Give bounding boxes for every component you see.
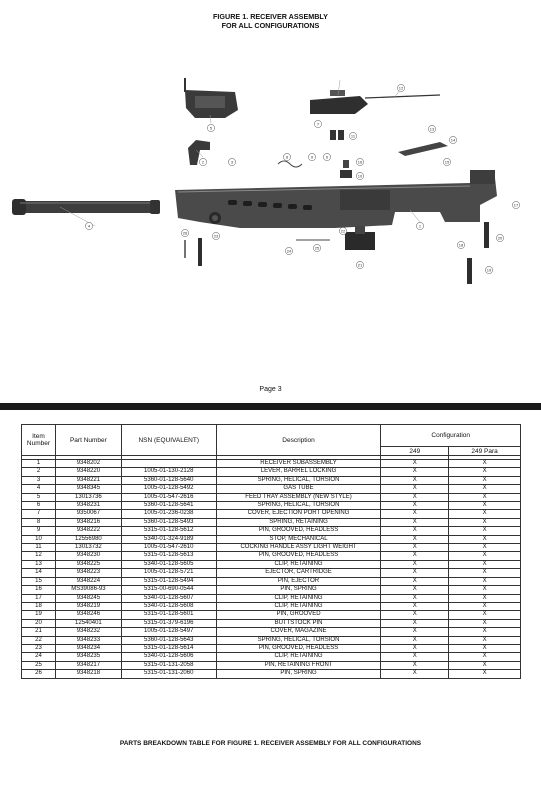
cell-description: PIN, GROOVED, HEADLESS [216, 552, 381, 560]
callout-18 [457, 241, 464, 248]
table-row [22, 535, 521, 543]
table-row [22, 628, 521, 636]
cell-config-249-para: X [449, 628, 521, 636]
table-row [22, 510, 521, 518]
table-row [22, 460, 521, 468]
cell-description: COCKING HANDLE ASSY LIGHT WEIGHT [216, 544, 381, 552]
cell-config-249-para: X [449, 586, 521, 594]
magazine-cover-part [345, 226, 375, 250]
callout-9b [308, 153, 315, 160]
cocking-handle-part [330, 130, 352, 178]
table-row [22, 644, 521, 652]
cell-config-249-para: X [449, 619, 521, 627]
svg-text:11: 11 [350, 133, 356, 139]
table-row [22, 653, 521, 661]
cell-part-number: 12540401 [55, 619, 121, 627]
figure-title-line1: FIGURE 1. RECEIVER ASSEMBLY [213, 12, 328, 21]
cell-item-number: 16 [22, 586, 56, 594]
receiver-exploded-diagram [0, 60, 541, 290]
cell-description: PIN, EJECTOR [216, 577, 381, 585]
svg-text:8: 8 [285, 154, 289, 160]
cell-config-249: X [381, 518, 449, 526]
cell-config-249: X [381, 653, 449, 661]
cell-part-number: 9348233 [55, 636, 121, 644]
svg-text:16: 16 [357, 159, 363, 165]
cell-config-249-para: X [449, 502, 521, 510]
cell-item-number: 20 [22, 619, 56, 627]
callout-14 [449, 136, 456, 143]
table-row [22, 661, 521, 669]
callout-4 [85, 222, 92, 229]
callout-15 [443, 158, 450, 165]
cell-item-number: 11 [22, 544, 56, 552]
callout-6 [323, 153, 330, 160]
callout-8 [283, 153, 290, 160]
pins-part [185, 238, 202, 266]
cell-description: PIN, SPRING [216, 670, 381, 678]
cell-item-number: 21 [22, 628, 56, 636]
cell-config-249: X [381, 569, 449, 577]
table-row [22, 518, 521, 526]
cell-part-number: 9348216 [55, 518, 121, 526]
table-row [22, 485, 521, 493]
cell-description: STOP, MECHANICAL [216, 535, 381, 543]
cell-part-number: 9348225 [55, 560, 121, 568]
cell-part-number: 9348221 [55, 476, 121, 484]
cell-nsn: 5360-01-128-5640 [121, 476, 216, 484]
cell-config-249: X [381, 552, 449, 560]
svg-text:2: 2 [201, 159, 205, 165]
cell-item-number: 8 [22, 518, 56, 526]
svg-text:13: 13 [429, 126, 435, 132]
svg-text:19: 19 [486, 267, 492, 273]
cell-nsn: 5340-01-128-5607 [121, 594, 216, 602]
cell-item-number: 18 [22, 602, 56, 610]
cell-part-number: 9348246 [55, 611, 121, 619]
cell-config-249-para: X [449, 518, 521, 526]
table-page [0, 410, 541, 800]
svg-text:6: 6 [325, 154, 329, 160]
cell-item-number: 9 [22, 527, 56, 535]
cell-part-number: 9348230 [55, 552, 121, 560]
cell-nsn: 5360-01-128-5493 [121, 518, 216, 526]
cell-config-249-para: X [449, 460, 521, 468]
cell-config-249-para: X [449, 510, 521, 518]
cell-part-number: 9348217 [55, 661, 121, 669]
cell-config-249-para: X [449, 636, 521, 644]
callout-20 [496, 234, 503, 241]
cell-item-number: 5 [22, 493, 56, 501]
svg-text:10: 10 [357, 173, 363, 179]
cell-config-249-para: X [449, 544, 521, 552]
col-configuration: Configuration [381, 425, 521, 447]
callout-1 [416, 222, 423, 229]
cell-config-249: X [381, 527, 449, 535]
cell-part-number: 9348232 [55, 628, 121, 636]
callout-2 [199, 158, 206, 165]
ejector-part [398, 142, 448, 156]
cell-description: PIN, RETAINING FRONT [216, 661, 381, 669]
cell-nsn: 1005-01-128-5492 [121, 485, 216, 493]
cell-config-249: X [381, 636, 449, 644]
svg-text:22: 22 [340, 228, 346, 234]
callout-11 [349, 132, 356, 139]
cell-config-249-para: X [449, 577, 521, 585]
svg-text:26: 26 [182, 230, 188, 236]
cell-config-249-para: X [449, 611, 521, 619]
cell-config-249-para: X [449, 485, 521, 493]
svg-text:21: 21 [357, 262, 363, 268]
cell-nsn: 5315-01-128-5601 [121, 611, 216, 619]
table-row [22, 670, 521, 678]
cell-description: FEED TRAY ASSEMBLY (NEW STYLE) [216, 493, 381, 501]
svg-text:5: 5 [209, 125, 213, 131]
cell-config-249-para: X [449, 594, 521, 602]
callout-16 [356, 158, 363, 165]
cell-item-number: 6 [22, 502, 56, 510]
figure-title [0, 12, 541, 30]
cell-config-249: X [381, 670, 449, 678]
cell-description: COVER, EJECTION PORT OPENING [216, 510, 381, 518]
cell-config-249-para: X [449, 569, 521, 577]
svg-text:17: 17 [513, 202, 519, 208]
cell-config-249-para: X [449, 527, 521, 535]
cell-item-number: 19 [22, 611, 56, 619]
cell-config-249: X [381, 577, 449, 585]
svg-text:20: 20 [497, 235, 503, 241]
cell-nsn: 1005-01-130-2128 [121, 468, 216, 476]
cell-nsn: 1005-01-547-2616 [121, 493, 216, 501]
cell-part-number: 9348202 [55, 460, 121, 468]
cell-description: CLIP, RETAINING [216, 594, 381, 602]
cell-config-249-para: X [449, 535, 521, 543]
cell-description: PIN, SPRING [216, 586, 381, 594]
callout-10 [356, 172, 363, 179]
cell-item-number: 24 [22, 653, 56, 661]
cell-part-number: 9348224 [55, 577, 121, 585]
cell-config-249: X [381, 560, 449, 568]
cell-nsn: 5315-01-131-2060 [121, 670, 216, 678]
buttstock-pin-part [467, 222, 489, 284]
cell-config-249-para: X [449, 661, 521, 669]
svg-text:14: 14 [450, 137, 456, 143]
svg-text:18: 18 [458, 242, 464, 248]
table-caption: PARTS BREAKDOWN TABLE FOR FIGURE 1. RECEIVER ASSEMBLY FOR ALL CONFIGURATIONS [119, 740, 422, 747]
cell-description: SPRING, HELICAL, TORSION [216, 636, 381, 644]
table-row [22, 619, 521, 627]
callout-13 [428, 125, 435, 132]
table-row [22, 594, 521, 602]
col-item-number: Item Number [22, 425, 56, 456]
cell-description: COVER, MAGAZINE [216, 628, 381, 636]
cell-nsn: 5340-01-324-9189 [121, 535, 216, 543]
cell-nsn: 5360-01-128-5641 [121, 502, 216, 510]
cell-description: CLIP, RETAINING [216, 560, 381, 568]
table-row [22, 636, 521, 644]
cell-config-249: X [381, 476, 449, 484]
cell-nsn: 1005-01-236-0238 [121, 510, 216, 518]
ejection-port-cover-part [310, 90, 368, 114]
col-config-249: 249 [381, 447, 449, 456]
cell-description: CLIP, RETAINING [216, 602, 381, 610]
cell-item-number: 15 [22, 577, 56, 585]
callout-17 [512, 201, 519, 208]
callout-24 [285, 247, 292, 254]
cell-config-249-para: X [449, 552, 521, 560]
cell-item-number: 4 [22, 485, 56, 493]
table-row [22, 468, 521, 476]
cell-item-number: 7 [22, 510, 56, 518]
cell-part-number: 9350067 [55, 510, 121, 518]
table-row [22, 552, 521, 560]
cell-part-number: 12556980 [55, 535, 121, 543]
table-row [22, 569, 521, 577]
cell-config-249: X [381, 586, 449, 594]
feed-tray-part [185, 78, 238, 118]
callout-12 [397, 84, 404, 91]
cell-part-number: 9348235 [55, 653, 121, 661]
cell-description: GAS TUBE [216, 485, 381, 493]
table-row [22, 586, 521, 594]
svg-text:9: 9 [310, 154, 314, 160]
cell-config-249: X [381, 661, 449, 669]
cell-item-number: 13 [22, 560, 56, 568]
svg-text:12: 12 [398, 85, 404, 91]
cell-description: CLIP, RETAINING [216, 653, 381, 661]
page-number: Page 3 [259, 386, 282, 393]
cell-config-249: X [381, 594, 449, 602]
cell-config-249: X [381, 485, 449, 493]
cell-description: EJECTOR, CARTRIDGE [216, 569, 381, 577]
parts-table-body [22, 456, 521, 679]
svg-text:23: 23 [213, 233, 219, 239]
table-row [22, 476, 521, 484]
cell-nsn: 5360-01-128-5643 [121, 636, 216, 644]
callout-19 [485, 266, 492, 273]
table-row [22, 544, 521, 552]
cell-part-number: 9348234 [55, 644, 121, 652]
figure-title-line2: FOR ALL CONFIGURATIONS [221, 21, 320, 30]
col-config-249-para: 249 Para [449, 447, 521, 456]
cell-description: RECEIVER SUBASSEMBLY [216, 460, 381, 468]
cell-nsn: 5315-01-131-2058 [121, 661, 216, 669]
cell-description: PIN, GROOVED, HEADLESS [216, 527, 381, 535]
cell-item-number: 14 [22, 569, 56, 577]
cell-item-number: 26 [22, 670, 56, 678]
table-row [22, 560, 521, 568]
callout-5 [207, 124, 214, 131]
cell-nsn: 5315-01-379-6196 [121, 619, 216, 627]
cell-part-number: 9348231 [55, 502, 121, 510]
cell-part-number: 9348220 [55, 468, 121, 476]
table-row [22, 502, 521, 510]
spring-part [278, 161, 302, 167]
table-row [22, 611, 521, 619]
receiver-body-part [175, 170, 497, 228]
table-row [22, 602, 521, 610]
cell-nsn: 5315-01-128-5612 [121, 527, 216, 535]
cell-config-249: X [381, 619, 449, 627]
cell-nsn: 5315-00-690-0544 [121, 586, 216, 594]
cell-nsn [121, 460, 216, 468]
svg-text:24: 24 [286, 248, 292, 254]
cell-nsn: 5340-01-128-5605 [121, 560, 216, 568]
cell-config-249: X [381, 510, 449, 518]
cell-part-number: 13013732 [55, 544, 121, 552]
cell-nsn: 5315-01-128-5494 [121, 577, 216, 585]
cell-item-number: 25 [22, 661, 56, 669]
svg-text:1: 1 [418, 223, 422, 229]
cell-config-249-para: X [449, 602, 521, 610]
callout-7 [314, 120, 321, 127]
cell-config-249-para: X [449, 560, 521, 568]
cell-part-number: 9348222 [55, 527, 121, 535]
cell-config-249: X [381, 468, 449, 476]
cell-nsn: 5315-01-128-5613 [121, 552, 216, 560]
svg-text:25: 25 [314, 245, 320, 251]
cell-config-249-para: X [449, 653, 521, 661]
cell-description: SPRING, RETAINING [216, 518, 381, 526]
cell-config-249-para: X [449, 468, 521, 476]
cell-nsn: 1005-01-128-5497 [121, 628, 216, 636]
cell-description: SPRING, HELICAL, TORSION [216, 476, 381, 484]
cell-nsn: 5340-01-128-5606 [121, 653, 216, 661]
gas-tube-part [12, 199, 160, 215]
cell-config-249: X [381, 460, 449, 468]
cell-item-number: 10 [22, 535, 56, 543]
cell-description: PIN, GROOVED [216, 611, 381, 619]
cell-item-number: 17 [22, 594, 56, 602]
cell-part-number: MS39086-93 [55, 586, 121, 594]
cell-item-number: 1 [22, 460, 56, 468]
cell-item-number: 2 [22, 468, 56, 476]
cell-config-249: X [381, 602, 449, 610]
cell-part-number: 13013736 [55, 493, 121, 501]
table-row [22, 577, 521, 585]
callout-3 [228, 158, 235, 165]
cell-part-number: 9348218 [55, 670, 121, 678]
cell-item-number: 23 [22, 644, 56, 652]
table-header-row [22, 425, 521, 447]
cell-description: LEVER, BARREL LOCKING [216, 468, 381, 476]
cell-nsn: 1005-01-128-5721 [121, 569, 216, 577]
cell-config-249-para: X [449, 644, 521, 652]
svg-text:7: 7 [316, 121, 320, 127]
cell-item-number: 22 [22, 636, 56, 644]
table-row [22, 493, 521, 501]
svg-text:15: 15 [444, 159, 450, 165]
cell-config-249: X [381, 493, 449, 501]
cell-config-249: X [381, 628, 449, 636]
cell-nsn: 5340-01-128-5608 [121, 602, 216, 610]
callout-21 [356, 261, 363, 268]
cell-config-249-para: X [449, 670, 521, 678]
cell-config-249-para: X [449, 493, 521, 501]
callout-23 [212, 232, 219, 239]
svg-text:3: 3 [230, 159, 234, 165]
callout-25 [313, 244, 320, 251]
callout-22 [339, 227, 346, 234]
cell-config-249: X [381, 644, 449, 652]
table-row [22, 527, 521, 535]
col-nsn: NSN (EQUIVALENT) [121, 425, 216, 456]
cell-config-249: X [381, 544, 449, 552]
cell-part-number: 9348245 [55, 594, 121, 602]
col-description: Description [216, 425, 381, 456]
cell-item-number: 3 [22, 476, 56, 484]
cell-config-249: X [381, 502, 449, 510]
cell-description: PIN, GROOVED, HEADLESS [216, 644, 381, 652]
cell-config-249-para: X [449, 476, 521, 484]
cell-description: BUTTSTOCK PIN [216, 619, 381, 627]
cell-item-number: 12 [22, 552, 56, 560]
cell-config-249: X [381, 535, 449, 543]
callout-26 [181, 229, 188, 236]
cell-part-number: 9348345 [55, 485, 121, 493]
cell-config-249: X [381, 611, 449, 619]
cell-description: SPRING, HELICAL, TORSION [216, 502, 381, 510]
col-part-number: Part Number [55, 425, 121, 456]
cell-part-number: 9348223 [55, 569, 121, 577]
cell-nsn: 1005-01-547-2610 [121, 544, 216, 552]
svg-text:4: 4 [87, 223, 91, 229]
cell-nsn: 5315-01-128-5614 [121, 644, 216, 652]
parts-table [21, 424, 521, 679]
cell-part-number: 9348219 [55, 602, 121, 610]
rod-part [365, 95, 440, 98]
